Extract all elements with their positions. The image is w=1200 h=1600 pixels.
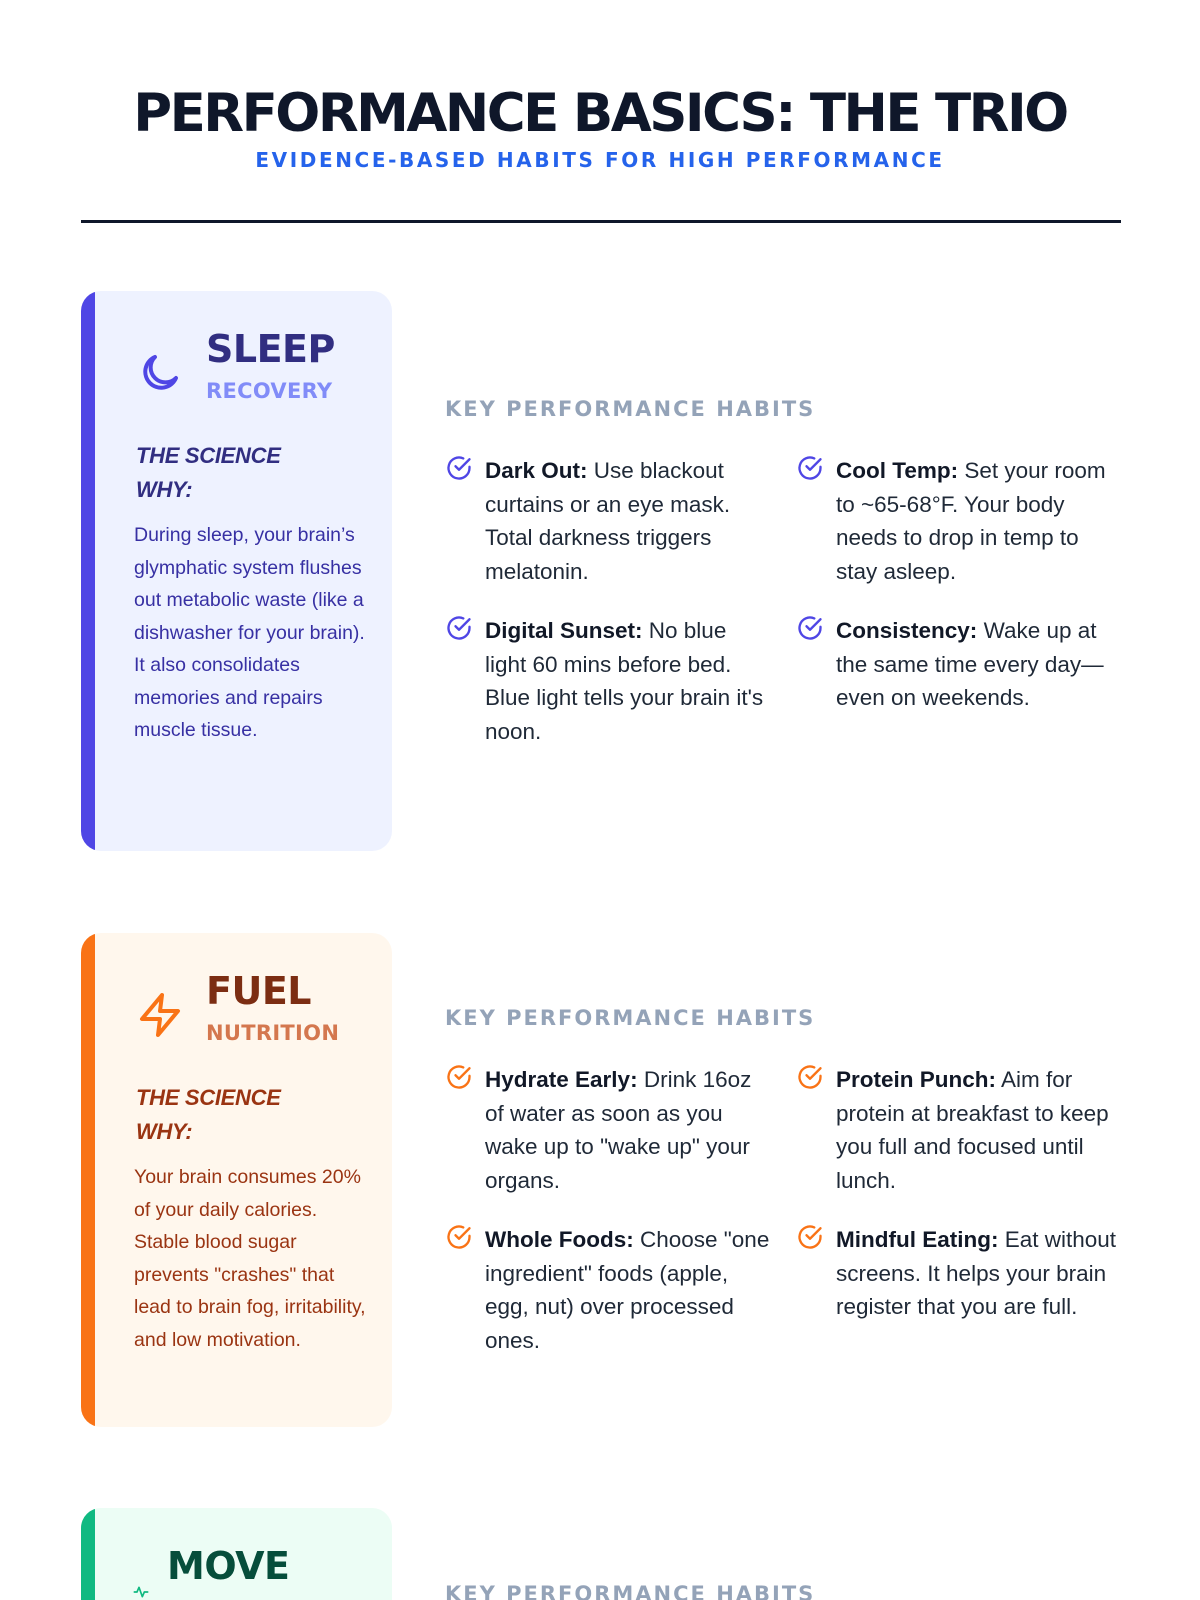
fuel-science-text: Your brain consumes 20% of your daily calories. Stable blood sugar prevents "crashes" that lead to brain fog, irritability, and low motivation.	[134, 1166, 366, 1351]
habit-description: Choose "one ingredient" foods (apple, egg, nut) over processed ones.	[485, 1227, 770, 1353]
page-header	[0, 82, 1200, 172]
habit-text	[485, 454, 770, 588]
fuel-habits-label: KEY PERFORMANCE HABITS	[445, 1006, 816, 1030]
habit-description: Eat without screens. It helps your brain register that you are full.	[836, 1227, 1117, 1319]
habit-text	[836, 454, 1121, 588]
move-card	[81, 1508, 392, 1600]
move-habits-label: KEY PERFORMANCE HABITS	[445, 1582, 816, 1600]
move-card-accent-bar	[81, 1508, 95, 1600]
habit-text	[485, 614, 770, 748]
habit-title: Hydrate Early:	[485, 1067, 638, 1092]
sleep-habits-label: KEY PERFORMANCE HABITS	[445, 397, 816, 421]
check-circle-icon	[445, 1223, 473, 1251]
header-divider	[81, 220, 1121, 223]
sleep-subtitle: RECOVERY	[206, 379, 333, 403]
habit-description: Wake up at the same time every day—even on weekends.	[836, 618, 1104, 710]
habit-description: Use blackout curtains or an eye mask. Total darkness triggers melatonin.	[485, 458, 731, 584]
check-circle-icon	[796, 454, 824, 482]
fuel-science-heading: THE SCIENCE WHY:	[136, 1085, 281, 1144]
fuel-title: FUEL	[206, 969, 311, 1013]
sleep-science-text: During sleep, your brain’s glymphatic system flushes out metabolic waste (like a dishwasher for your brain). It also consolidates memories and repairs muscle tissue.	[134, 524, 365, 741]
page-title: PERFORMANCE BASICS: THE TRIO	[133, 83, 1067, 144]
habit-description: No blue light 60 mins before bed. Blue light tells your brain it's noon.	[485, 618, 764, 744]
check-circle-icon	[796, 1063, 824, 1091]
habit-title: Digital Sunset:	[485, 618, 643, 643]
habit-description: Drink 16oz of water as soon as you wake up to "wake up" your organs.	[485, 1067, 752, 1193]
sleep-title: SLEEP	[206, 327, 335, 371]
section-move	[81, 1508, 1121, 1600]
fuel-card-header	[136, 969, 376, 1069]
fuel-card-accent-bar	[81, 933, 95, 1427]
section-fuel	[81, 933, 1121, 1427]
habit-description: Set your room to ~65-68°F. Your body needs to drop in temp to stay asleep.	[836, 458, 1106, 584]
check-circle-icon	[796, 614, 824, 642]
page-subtitle: EVIDENCE-BASED HABITS FOR HIGH PERFORMANCE	[255, 148, 945, 172]
fuel-card	[81, 933, 392, 1427]
sleep-card-accent-bar	[81, 291, 95, 851]
habit-text	[836, 1063, 1121, 1197]
habit-text	[485, 1063, 770, 1197]
habit-title: Cool Temp:	[836, 458, 959, 483]
habit-description: Aim for protein at breakfast to keep you full and focused until lunch.	[836, 1067, 1109, 1193]
lightning-icon	[136, 991, 184, 1039]
habit-title: Consistency:	[836, 618, 978, 643]
moon-icon	[136, 349, 184, 397]
habit-title: Mindful Eating:	[836, 1227, 999, 1252]
habit-title: Dark Out:	[485, 458, 588, 483]
habit-text	[836, 1223, 1121, 1324]
check-circle-icon	[445, 454, 473, 482]
sleep-card-header	[136, 327, 376, 427]
section-sleep	[81, 291, 1121, 851]
pulse-icon	[133, 1584, 149, 1600]
habit-text	[485, 1223, 770, 1357]
check-circle-icon	[796, 1223, 824, 1251]
sleep-science-heading: THE SCIENCE WHY:	[136, 443, 281, 502]
move-title: MOVE	[167, 1544, 290, 1588]
habit-text	[836, 614, 1121, 715]
check-circle-icon	[445, 614, 473, 642]
fuel-subtitle: NUTRITION	[206, 1021, 340, 1045]
check-circle-icon	[445, 1063, 473, 1091]
habit-title: Protein Punch:	[836, 1067, 997, 1092]
sleep-card	[81, 291, 392, 851]
habit-title: Whole Foods:	[485, 1227, 634, 1252]
